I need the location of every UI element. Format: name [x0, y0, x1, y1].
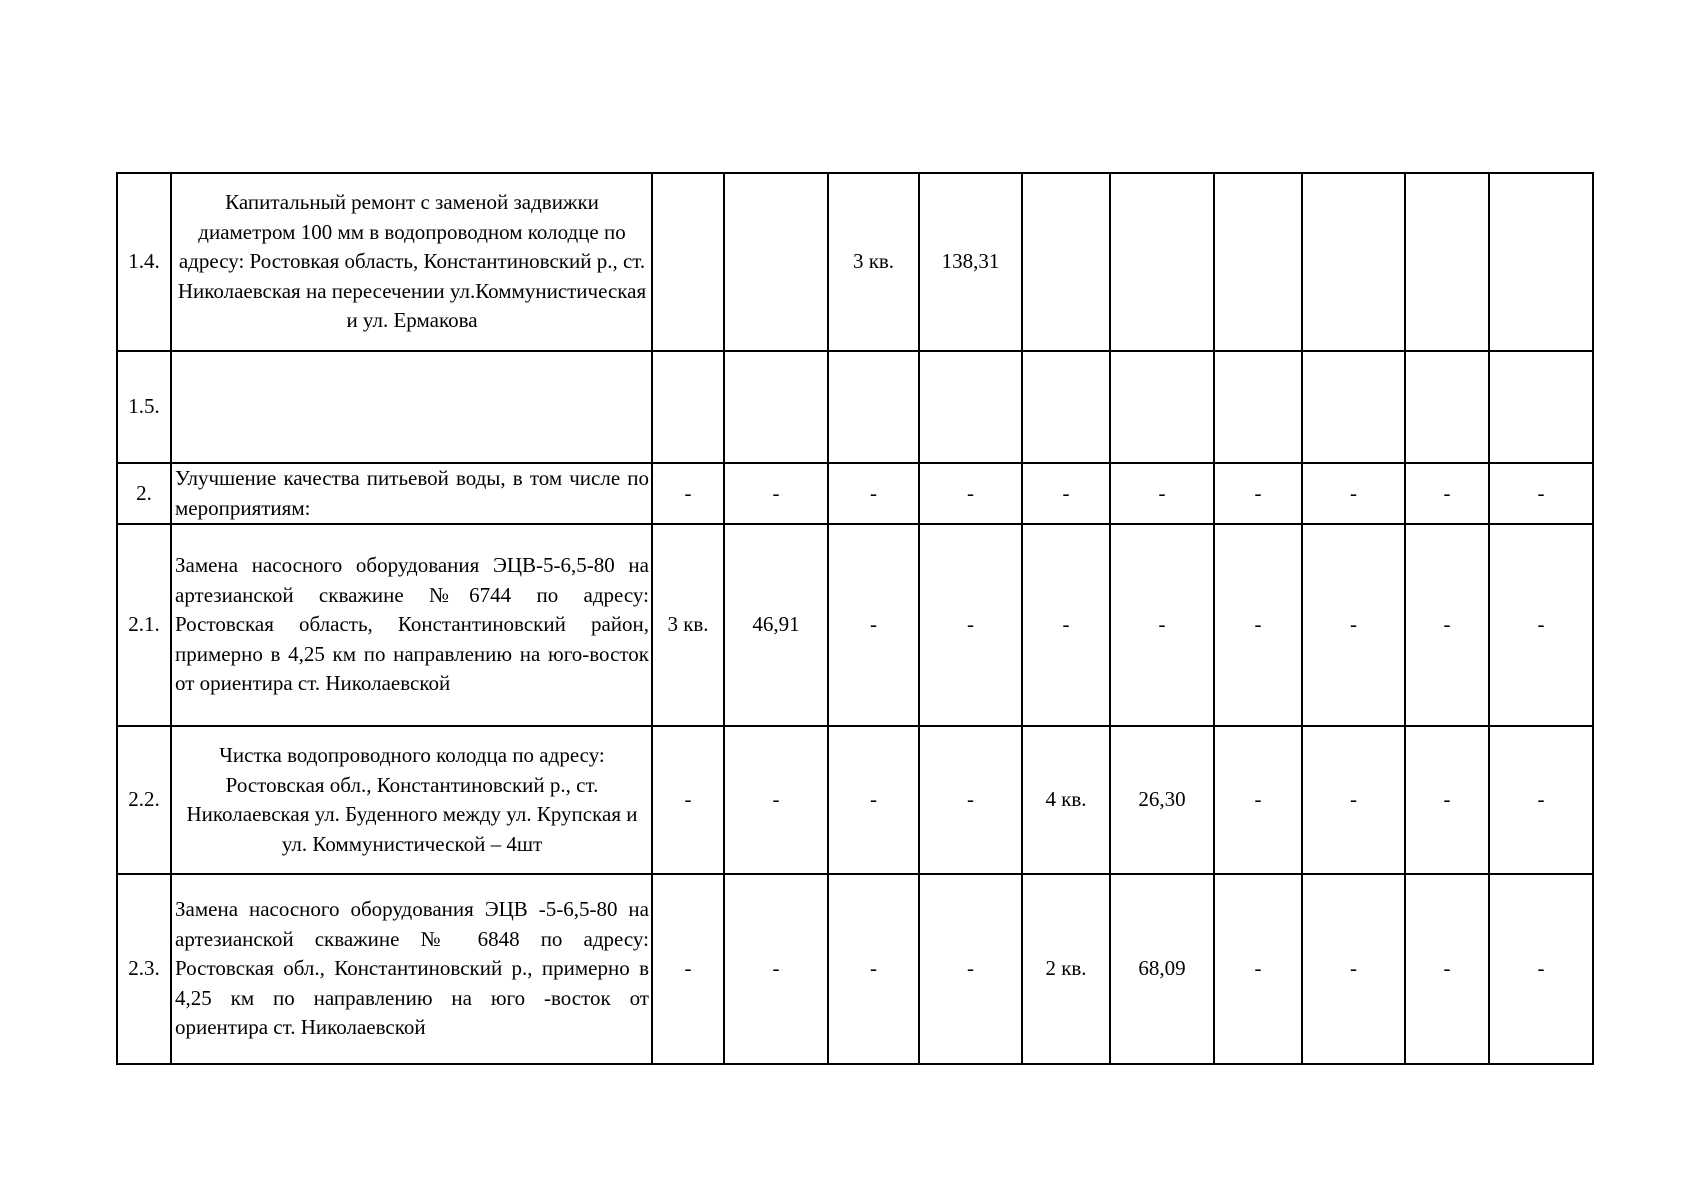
table-cell: - [919, 726, 1022, 874]
table-cell: - [1214, 874, 1302, 1064]
table-cell: - [919, 524, 1022, 726]
table-cell [652, 351, 724, 463]
table-cell [724, 173, 828, 351]
table-cell: 26,30 [1110, 726, 1214, 874]
row-number: 2.1. [117, 524, 171, 726]
table-cell [1110, 173, 1214, 351]
table-cell: - [1405, 726, 1489, 874]
table-cell [1022, 173, 1110, 351]
table-cell: - [1302, 463, 1405, 524]
table-cell: - [1405, 874, 1489, 1064]
measures-table [116, 172, 1594, 1065]
table-row [117, 463, 1593, 524]
table-cell: - [919, 874, 1022, 1064]
row-number: 2. [117, 463, 171, 524]
table-cell [1214, 351, 1302, 463]
table-cell [828, 351, 919, 463]
table-cell [1022, 351, 1110, 463]
table-cell: - [828, 524, 919, 726]
table-cell: - [1405, 463, 1489, 524]
row-description [171, 351, 652, 463]
table-cell: 46,91 [724, 524, 828, 726]
row-description: Чистка водопроводного колодца по адресу: Ростовская обл., Константиновский р., ст. Николаевская ул. Буденного между ул. Крупская и ул. Коммунистической – 4шт [171, 726, 652, 874]
table-cell: - [1302, 726, 1405, 874]
row-number: 1.5. [117, 351, 171, 463]
table-cell [724, 351, 828, 463]
table-cell: - [724, 463, 828, 524]
table-cell: - [1110, 463, 1214, 524]
table-row [117, 726, 1593, 874]
table-cell [1302, 173, 1405, 351]
table-cell: - [724, 726, 828, 874]
row-description: Замена насосного оборудования ЭЦВ-5-6,5-80 на артезианской скважине №6744 по адресу: Ростовская область, Константиновский район, примерно в 4,25 км по направлению на юго-восток от ориентира ст. Николаевской [171, 524, 652, 726]
table-cell: - [828, 463, 919, 524]
table-row [117, 351, 1593, 463]
table-cell: 138,31 [919, 173, 1022, 351]
table-cell [1302, 351, 1405, 463]
table-cell: - [652, 463, 724, 524]
table-cell: - [1302, 524, 1405, 726]
row-number: 1.4. [117, 173, 171, 351]
row-description: Улучшение качества питьевой воды, в том числе по мероприятиям: [171, 463, 652, 524]
table-cell [919, 351, 1022, 463]
table-cell: - [1489, 463, 1593, 524]
table-cell: - [652, 726, 724, 874]
table-cell: - [652, 874, 724, 1064]
table-cell: 4 кв. [1022, 726, 1110, 874]
table-cell [1489, 173, 1593, 351]
table-cell: 3 кв. [652, 524, 724, 726]
table-cell [652, 173, 724, 351]
row-description: Замена насосного оборудования ЭЦВ -5-6,5-80 на артезианской скважине № 6848 по адресу: Ростовская обл., Константиновский р., примерно в 4,25 км по направлению на юго -восток от ориентира ст. Николаевской [171, 874, 652, 1064]
table-cell: 68,09 [1110, 874, 1214, 1064]
table-cell: - [1110, 524, 1214, 726]
table-cell: 2 кв. [1022, 874, 1110, 1064]
table-cell: - [1022, 463, 1110, 524]
table-cell: - [1214, 524, 1302, 726]
table-cell: - [1214, 463, 1302, 524]
table-cell: - [919, 463, 1022, 524]
table-cell [1405, 351, 1489, 463]
row-description: Капитальный ремонт с заменой задвижки диаметром 100 мм в водопроводном колодце по адресу: Ростовкая область, Константиновский р., ст. Николаевская на пересечении ул.Коммунистическая и ул. Ермакова [171, 173, 652, 351]
table-cell: - [1489, 874, 1593, 1064]
table-cell: - [724, 874, 828, 1064]
table-row [117, 874, 1593, 1064]
table-cell: - [1489, 524, 1593, 726]
table-cell: - [1214, 726, 1302, 874]
table-cell: - [828, 874, 919, 1064]
table-cell: - [828, 726, 919, 874]
table-cell: - [1022, 524, 1110, 726]
row-number: 2.2. [117, 726, 171, 874]
table-cell [1405, 173, 1489, 351]
table-cell [1110, 351, 1214, 463]
table-cell: 3 кв. [828, 173, 919, 351]
table-row [117, 173, 1593, 351]
table-cell [1214, 173, 1302, 351]
table-cell: - [1489, 726, 1593, 874]
table-cell [1489, 351, 1593, 463]
table-cell: - [1405, 524, 1489, 726]
table-row [117, 524, 1593, 726]
row-number: 2.3. [117, 874, 171, 1064]
table-cell: - [1302, 874, 1405, 1064]
